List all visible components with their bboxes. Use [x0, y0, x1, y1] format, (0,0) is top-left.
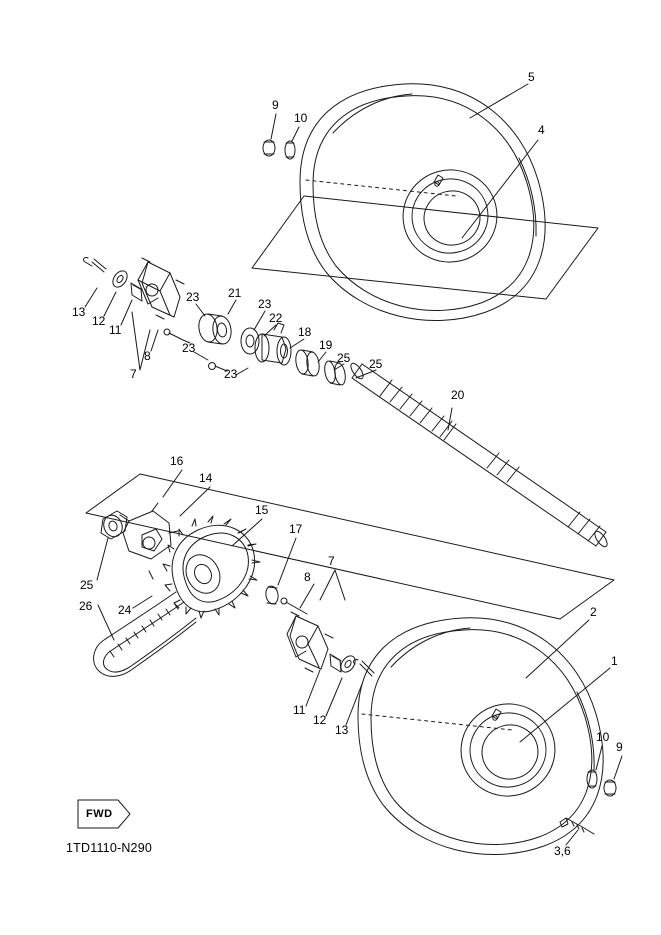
callout-25-a: 25	[337, 351, 351, 365]
bottom-axis-line	[362, 714, 512, 730]
callout-11-bottom: 11	[293, 703, 306, 717]
callout-21: 21	[228, 286, 242, 300]
top-nut-washer	[263, 140, 295, 159]
callout-26: 26	[79, 599, 93, 613]
callout-18: 18	[298, 325, 312, 339]
callout-17: 17	[289, 522, 303, 536]
bottom-nut-washer	[587, 770, 616, 796]
callout-13-bottom: 13	[335, 723, 349, 737]
part-code-label: 1TD1110-N290	[66, 841, 153, 855]
axle-shaft	[349, 361, 610, 548]
callout-23-d: 23	[224, 367, 238, 381]
callout-11-top: 11	[109, 323, 122, 337]
callout-5: 5	[528, 70, 535, 84]
callout-14: 14	[199, 471, 213, 485]
callout-12-top: 12	[92, 314, 106, 328]
callout-7-bottom: 7	[328, 554, 335, 568]
callout-13-top: 13	[72, 305, 86, 319]
callout-8-bottom: 8	[304, 570, 311, 584]
callout-19: 19	[319, 338, 333, 352]
callout-9-top: 9	[272, 98, 279, 112]
callout-23-a: 23	[186, 290, 200, 304]
callout-25-b: 25	[369, 357, 383, 371]
callout-4: 4	[538, 123, 545, 137]
callout-7-top: 7	[130, 367, 137, 381]
fwd-direction-label: FWD	[86, 808, 113, 820]
callout-8-top: 8	[144, 349, 151, 363]
callout-23-b: 23	[258, 297, 272, 311]
callout-1: 1	[611, 654, 618, 668]
callout-24: 24	[118, 603, 132, 617]
callout-12-bottom: 12	[313, 713, 327, 727]
callout-16: 16	[170, 454, 184, 468]
callout-10-top: 10	[294, 111, 308, 125]
callout-25-c: 25	[80, 578, 94, 592]
callout-3-6: 3,6	[554, 844, 571, 858]
callout-20: 20	[451, 388, 465, 402]
callout-2: 2	[590, 605, 597, 619]
callout-10-bottom: 10	[596, 730, 610, 744]
callout-9-bottom: 9	[616, 740, 623, 754]
callout-22: 22	[269, 311, 283, 325]
callout-15: 15	[255, 503, 269, 517]
callout-23-c: 23	[182, 341, 196, 355]
